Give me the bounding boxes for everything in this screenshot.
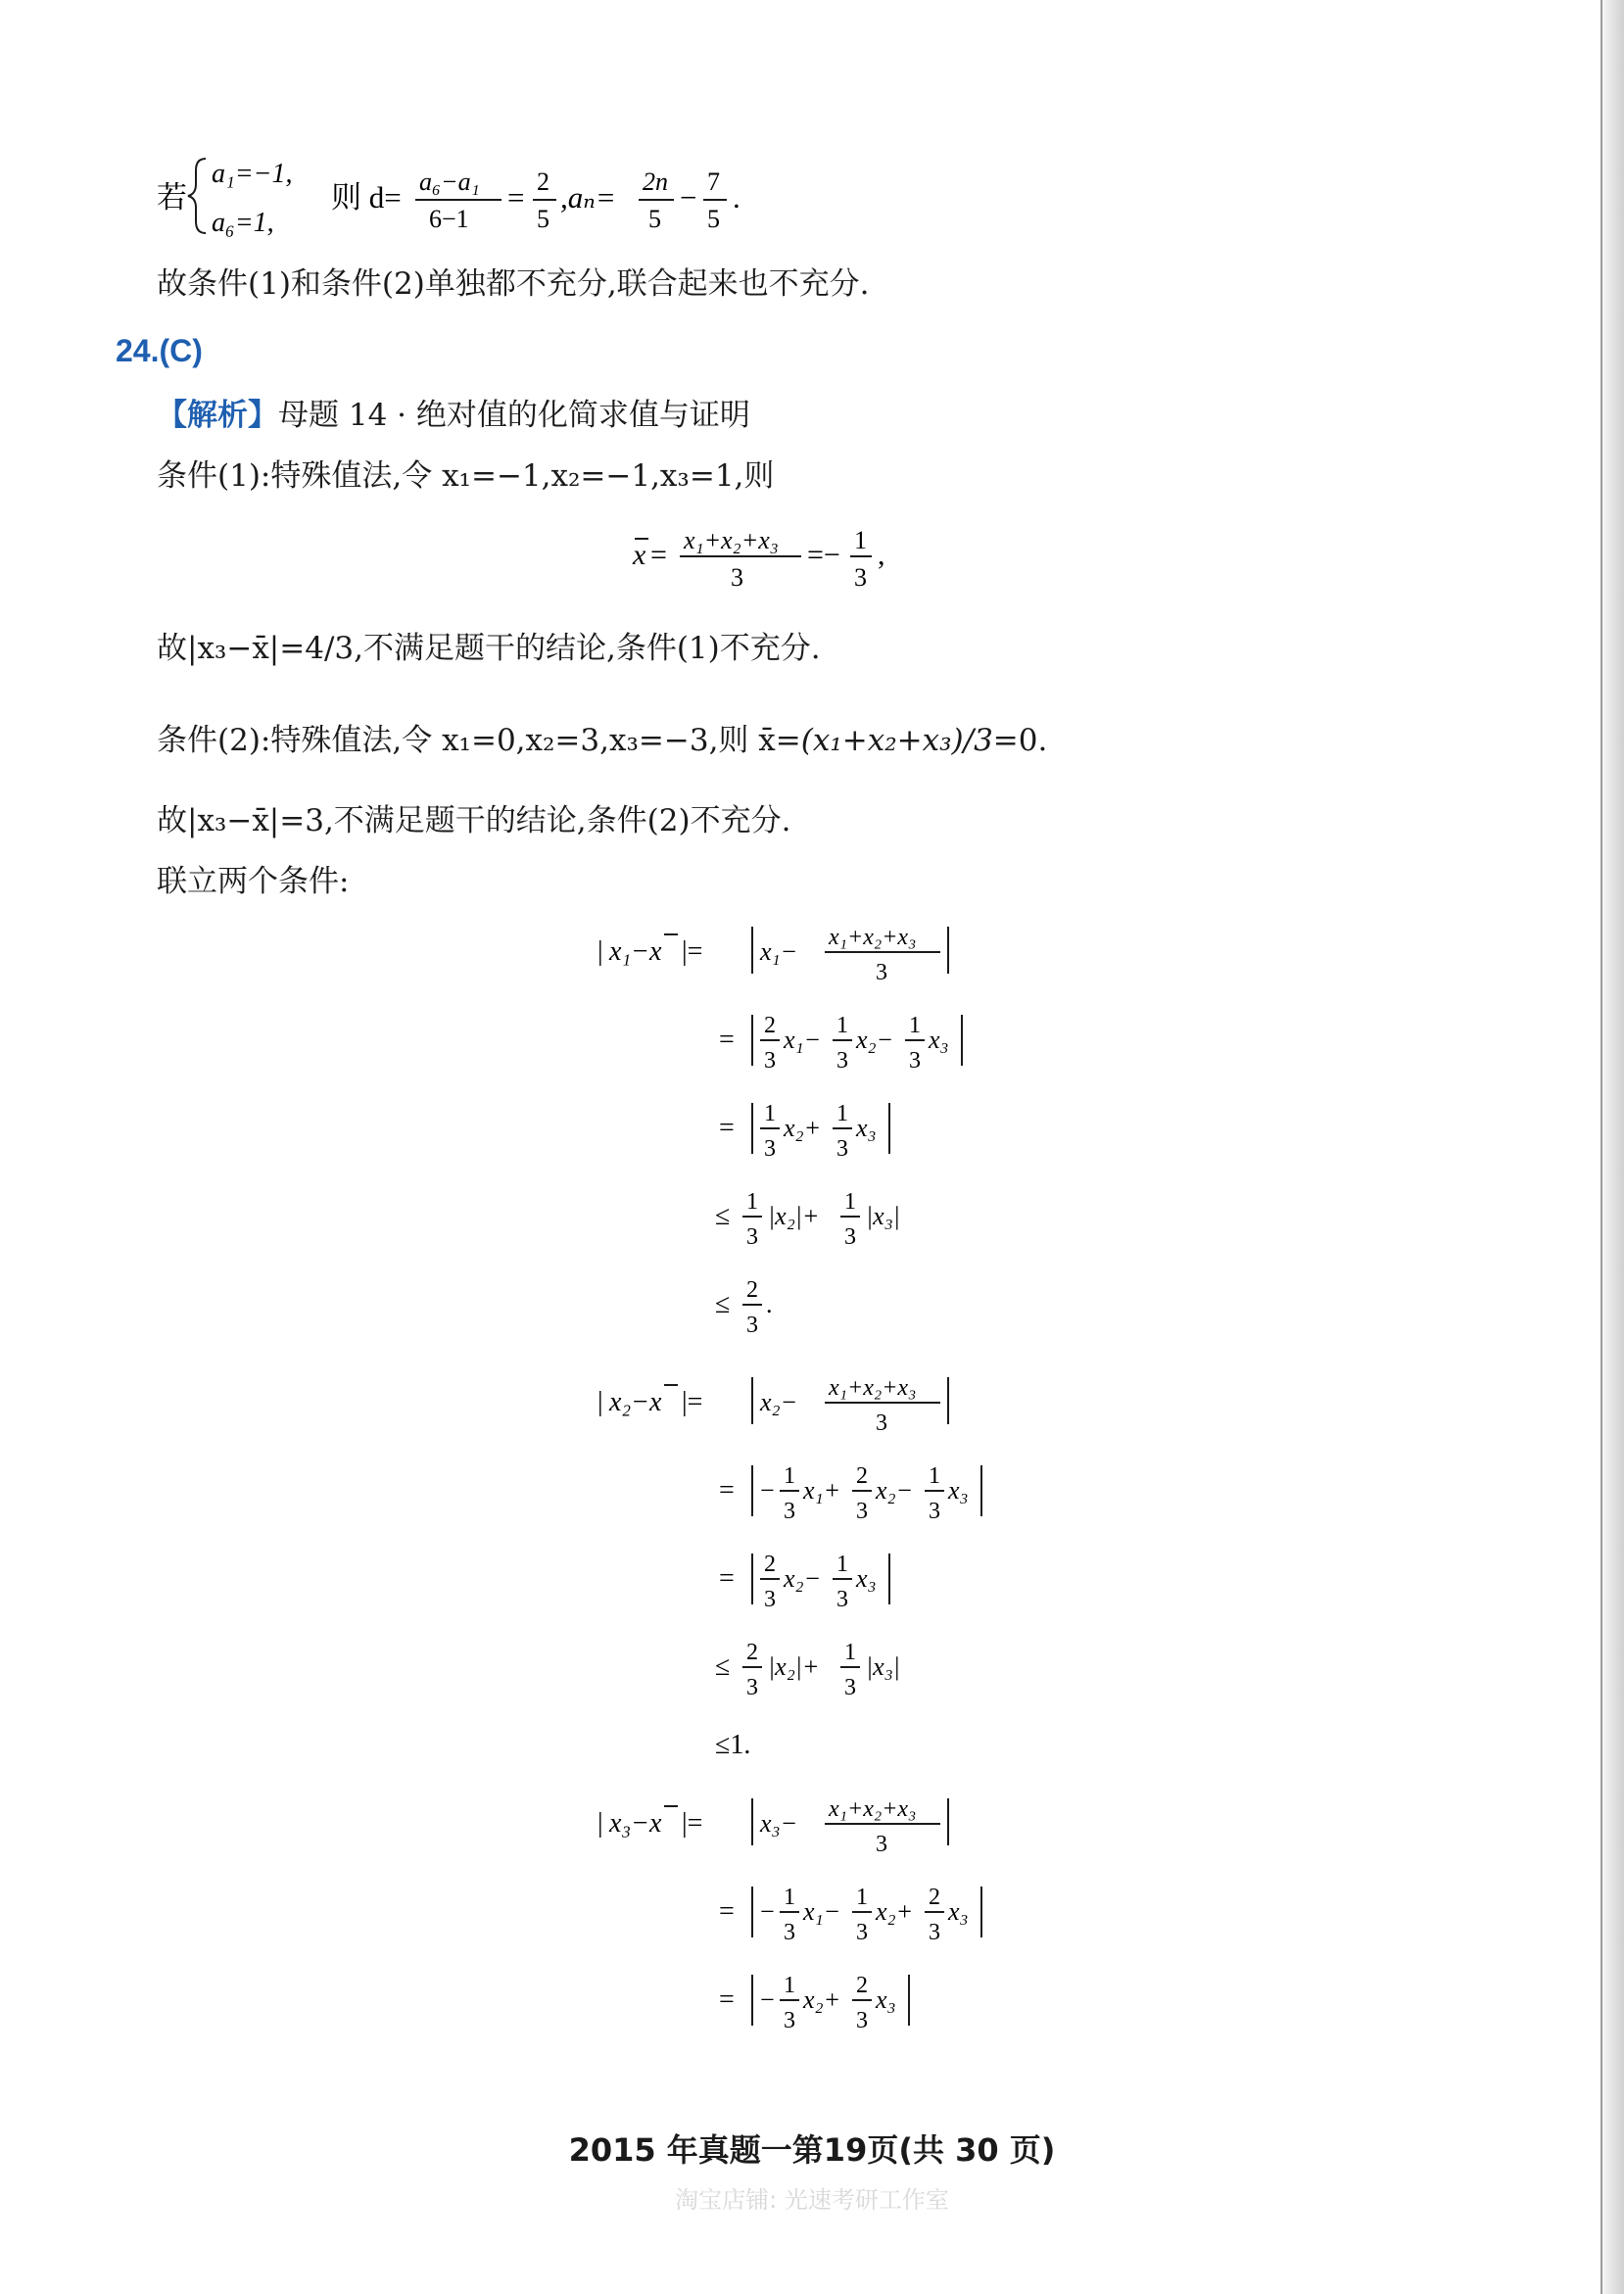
svg-text:3: 3: [731, 563, 743, 592]
svg-text:3: 3: [784, 2008, 795, 2033]
svg-text:2: 2: [764, 1013, 776, 1038]
svg-text:3: 3: [784, 1920, 795, 1945]
svg-text:−: −: [760, 1897, 775, 1926]
eq-x3-line1: [597, 1796, 948, 1857]
svg-text:3: 3: [909, 1048, 921, 1074]
if-condition-formula: [157, 147, 784, 245]
svg-text:=: =: [719, 1113, 735, 1143]
svg-text:x₃: x₃: [948, 1897, 969, 1926]
svg-text:x₃−x: x₃−x: [609, 1808, 662, 1839]
svg-text:2: 2: [856, 1463, 868, 1489]
d-denominator: 6−1: [429, 205, 469, 233]
eq-x1-line1: [597, 925, 948, 985]
then-d: 则 d=: [331, 180, 402, 215]
svg-text:|: |: [597, 1387, 603, 1417]
svg-text:3: 3: [856, 1499, 868, 1524]
eq-x2-line2: [719, 1463, 981, 1524]
five-den-3: 5: [707, 205, 720, 233]
page-footer: 2015 年真题一第19页(共 30 页): [568, 2131, 1056, 2169]
five-den-2: 5: [648, 205, 661, 233]
svg-text:|x₂|+: |x₂|+: [768, 1202, 820, 1230]
svg-text:1: 1: [856, 1885, 868, 1910]
svg-text:x₃: x₃: [948, 1476, 969, 1505]
five-den: 5: [537, 205, 549, 233]
svg-text:x₂+: x₂+: [803, 1985, 841, 2014]
svg-text:1: 1: [844, 1640, 856, 1665]
svg-text:|=: |=: [682, 936, 703, 967]
svg-text:≤: ≤: [715, 1289, 731, 1319]
minus-sign: −: [680, 180, 697, 215]
svg-text:3: 3: [929, 1920, 940, 1945]
condition-1-result: 故|x₃−x̄|=4/3,不满足题干的结论,条件(1)不充分.: [157, 631, 821, 666]
svg-text:1: 1: [929, 1463, 940, 1489]
svg-text:x₁+x₂+x₃: x₁+x₂+x₃: [829, 1796, 917, 1822]
svg-text:x₂+: x₂+: [784, 1114, 822, 1142]
seven-num: 7: [707, 167, 720, 196]
svg-text:≤1.: ≤1.: [715, 1730, 751, 1760]
svg-text:3: 3: [746, 1224, 758, 1250]
condition-2-result: 故|x₃−x̄|=3,不满足题干的结论,条件(2)不充分.: [157, 803, 791, 838]
question-24-number: 24.(C): [116, 333, 203, 368]
svg-text:x: x: [633, 539, 646, 571]
an-label: ,aₙ=: [560, 180, 616, 215]
svg-text:1: 1: [836, 1552, 848, 1577]
svg-text:1: 1: [784, 1463, 795, 1489]
eq-x3-line3: [719, 1973, 909, 2033]
svg-text:|: |: [597, 1808, 603, 1839]
svg-text:x₁+x₂+x₃: x₁+x₂+x₃: [684, 526, 779, 554]
condition-2-intro: 条件(2):特殊值法,令 x₁=0,x₂=3,x₃=−3,则 x̄=(x₁+x₂+x₃)/3=0.: [157, 723, 1048, 758]
eq-x3-line2: [719, 1885, 981, 1945]
svg-text:2: 2: [746, 1640, 758, 1665]
svg-text:x₂+: x₂+: [876, 1897, 914, 1926]
svg-text:3: 3: [844, 1675, 856, 1700]
svg-text:3: 3: [856, 1920, 868, 1945]
svg-text:x₁+x₂+x₃: x₁+x₂+x₃: [829, 925, 917, 950]
svg-text:=: =: [719, 1025, 735, 1055]
eq-1: =: [507, 180, 525, 215]
page-edge: [1602, 0, 1624, 2294]
svg-text:=: =: [650, 539, 667, 571]
analysis-line: [157, 396, 750, 435]
svg-text:1: 1: [836, 1101, 848, 1126]
prev-conclusion: 故条件(1)和条件(2)单独都不充分,联合起来也不充分.: [157, 266, 870, 302]
svg-text:1: 1: [854, 526, 867, 554]
svg-text:2: 2: [929, 1885, 940, 1910]
svg-text:,: ,: [878, 539, 885, 571]
cond-a1: a₁=−1,: [212, 159, 293, 189]
svg-text:1: 1: [784, 1885, 795, 1910]
svg-text:x₁−: x₁−: [803, 1897, 841, 1926]
eq-x2-line3: [719, 1552, 889, 1612]
svg-text:|=: |=: [682, 1808, 703, 1839]
svg-text:−: −: [760, 1985, 775, 2014]
eq-x2-line4: [715, 1640, 900, 1700]
svg-text:=: =: [719, 1984, 735, 2015]
eq-x2-line5: [715, 1730, 750, 1760]
svg-text:3: 3: [784, 1499, 795, 1524]
svg-text:1: 1: [746, 1189, 758, 1215]
svg-text:x₃−: x₃−: [760, 1809, 798, 1838]
svg-text:2: 2: [746, 1277, 758, 1303]
svg-text:=−: =−: [807, 539, 840, 571]
svg-text:3: 3: [746, 1313, 758, 1338]
cond-a6: a₆=1,: [212, 208, 274, 238]
svg-text:2: 2: [764, 1552, 776, 1577]
svg-text:≤: ≤: [715, 1651, 731, 1682]
if-prefix: 若: [157, 180, 187, 215]
svg-text:|: |: [597, 936, 603, 967]
two-n-num: 2n: [643, 167, 668, 196]
svg-text:3: 3: [836, 1048, 848, 1074]
svg-text:3: 3: [836, 1587, 848, 1612]
svg-text:3: 3: [876, 1410, 887, 1436]
svg-text:3: 3: [876, 960, 887, 985]
svg-text:≤: ≤: [715, 1201, 731, 1231]
svg-text:x₃: x₃: [876, 1985, 896, 2014]
svg-text:1: 1: [784, 1973, 795, 1998]
svg-text:1: 1: [909, 1013, 921, 1038]
svg-text:3: 3: [854, 563, 867, 592]
svg-text:=: =: [719, 1563, 735, 1594]
svg-text:x₂−: x₂−: [856, 1026, 894, 1054]
svg-text:1: 1: [836, 1013, 848, 1038]
derivation-block: [588, 911, 1175, 2086]
eq-x1-line2: [719, 1013, 962, 1074]
mean-formula-1: [627, 517, 960, 596]
svg-text:3: 3: [929, 1499, 940, 1524]
svg-text:x₂−x: x₂−x: [609, 1387, 662, 1417]
svg-text:3: 3: [764, 1048, 776, 1074]
svg-text:x₁−x: x₁−x: [609, 936, 662, 967]
svg-text:3: 3: [836, 1136, 848, 1162]
eq-x1-line3: [719, 1101, 889, 1162]
svg-text:3: 3: [764, 1136, 776, 1162]
svg-text:|x₃|: |x₃|: [866, 1652, 900, 1681]
svg-text:x₁−: x₁−: [784, 1026, 822, 1054]
watermark: 淘宝店铺: 光速考研工作室: [675, 2186, 949, 2214]
condition-2-text: 条件(2):特殊值法,令 x₁=0,x₂=3,x₃=−3,则 x̄=: [157, 723, 801, 758]
svg-text:x₂−: x₂−: [760, 1388, 798, 1416]
combine-conditions: 联立两个条件:: [157, 864, 350, 899]
svg-text:|x₂|+: |x₂|+: [768, 1652, 820, 1681]
period: .: [733, 180, 740, 215]
svg-text:x₃: x₃: [856, 1564, 877, 1593]
svg-text:3: 3: [764, 1587, 776, 1612]
svg-text:1: 1: [764, 1101, 776, 1126]
svg-text:2: 2: [856, 1973, 868, 1998]
svg-text:x₃: x₃: [929, 1026, 949, 1054]
svg-text:x₂−: x₂−: [784, 1564, 822, 1593]
svg-text:.: .: [766, 1290, 773, 1318]
analysis-title: 母题 14 · 绝对值的化简求值与证明: [278, 398, 750, 433]
svg-text:=: =: [719, 1475, 735, 1505]
svg-text:−: −: [760, 1476, 775, 1505]
condition-1-intro: 条件(1):特殊值法,令 x₁=−1,x₂=−1,x₃=1,则: [157, 458, 775, 494]
svg-text:|x₃|: |x₃|: [866, 1202, 900, 1230]
svg-text:1: 1: [844, 1189, 856, 1215]
d-numerator: a₆−a₁: [419, 167, 480, 196]
eq-x1-line4: [715, 1189, 900, 1250]
eq-x2-line1: [597, 1375, 948, 1436]
svg-text:x₁−: x₁−: [760, 937, 798, 966]
svg-text:|=: |=: [682, 1387, 703, 1417]
svg-text:x₂−: x₂−: [876, 1476, 914, 1505]
svg-text:x₃: x₃: [856, 1114, 877, 1142]
svg-text:3: 3: [746, 1675, 758, 1700]
svg-text:3: 3: [876, 1832, 887, 1857]
svg-text:x₁+x₂+x₃: x₁+x₂+x₃: [829, 1375, 917, 1401]
svg-text:x₁+: x₁+: [803, 1476, 841, 1505]
analysis-tag: 【解析】: [157, 398, 278, 432]
eq-x1-line5: [715, 1277, 773, 1338]
two-num: 2: [537, 167, 549, 196]
svg-text:=: =: [719, 1896, 735, 1927]
svg-text:3: 3: [856, 2008, 868, 2033]
svg-text:3: 3: [844, 1224, 856, 1250]
